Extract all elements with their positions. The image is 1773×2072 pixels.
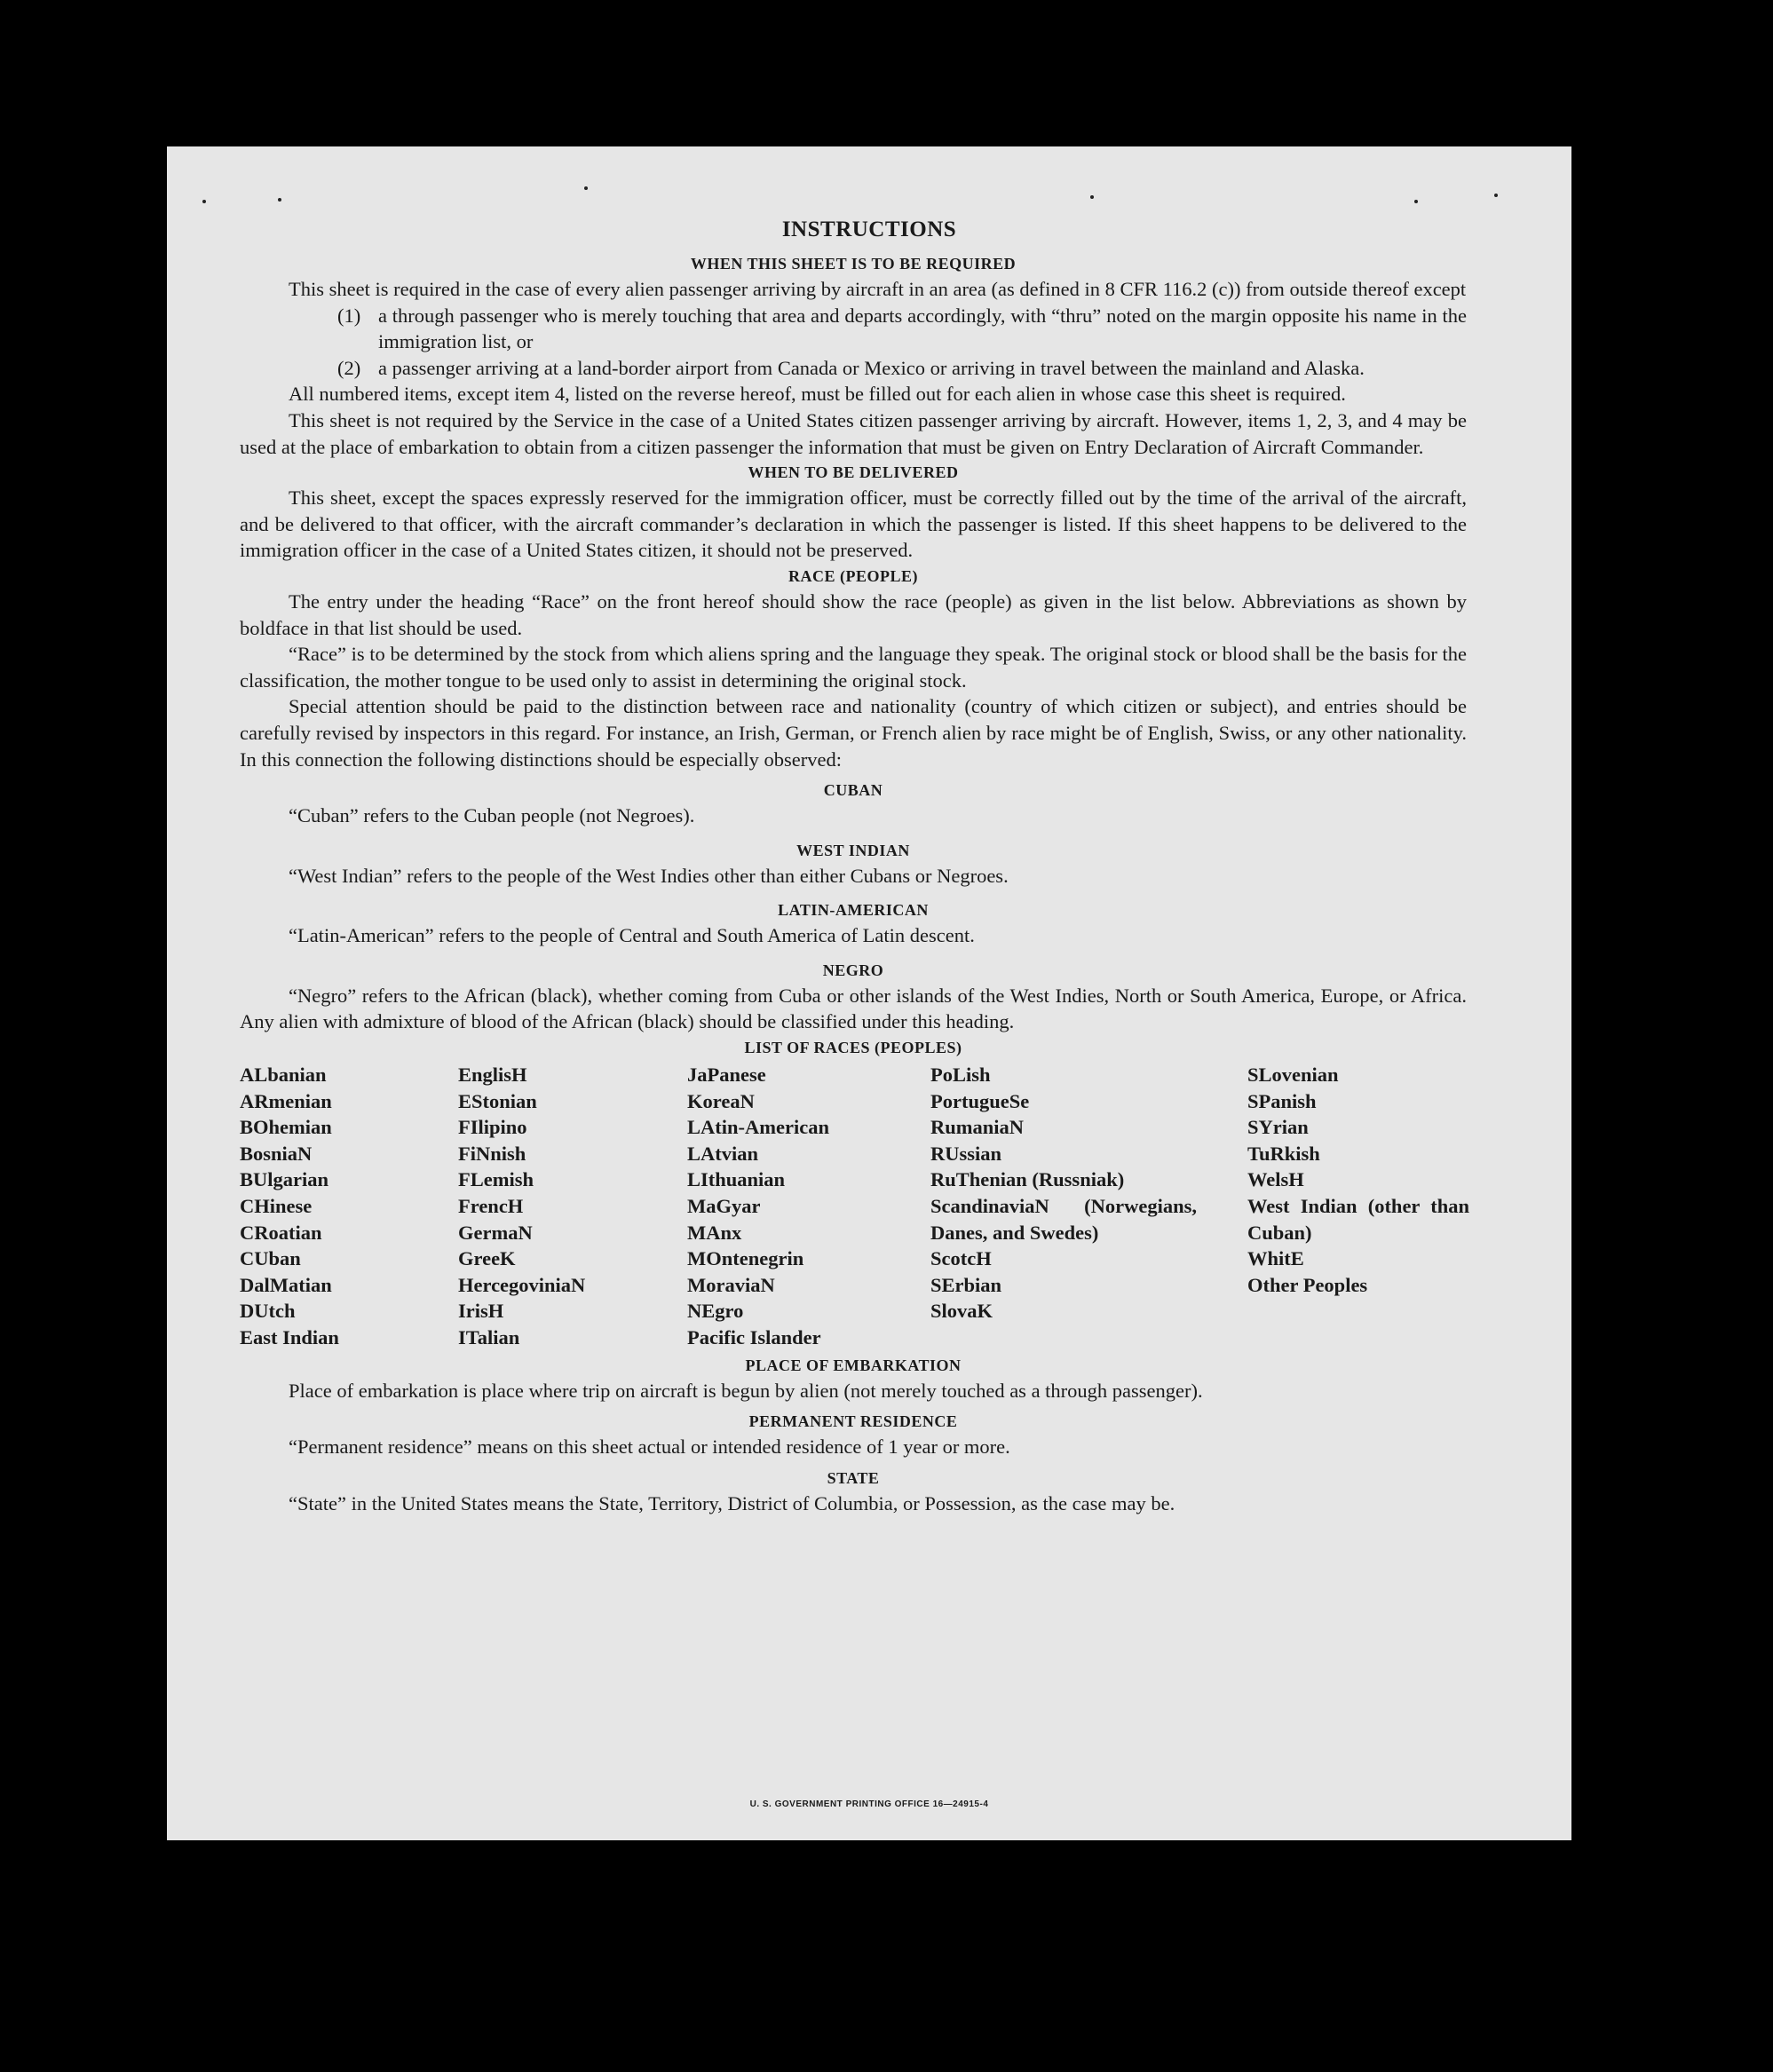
- paragraph: Place of embarkation is place where trip on aircraft is begun by alien (not merely touched as a through passenger).: [289, 1379, 1203, 1402]
- race-entry: DUtch: [240, 1300, 296, 1323]
- race-entry: RUssian: [930, 1142, 1002, 1165]
- race-entry: FiNnish: [458, 1142, 526, 1165]
- race-entry: MaGyar: [687, 1195, 761, 1218]
- paragraph: “Race” is to be determined by the stock from which aliens spring and the language they speak. The original stock or blood shall be the basis for the classification, the mother tongue to be used only to assist in determining the original stock.: [240, 643, 1467, 692]
- race-entry: NEgro: [687, 1300, 744, 1323]
- race-entry: DalMatian: [240, 1273, 332, 1296]
- printer-imprint: U. S. GOVERNMENT PRINTING OFFICE 16—24915-4: [749, 1799, 989, 1809]
- paragraph: “Cuban” refers to the Cuban people (not Negroes).: [289, 804, 695, 827]
- speck: [584, 186, 588, 190]
- race-entry: ALbanian: [240, 1064, 327, 1087]
- race-entry: SLovenian: [1247, 1064, 1339, 1087]
- race-entry: MoraviaN: [687, 1273, 775, 1296]
- race-entry: SPanish: [1247, 1089, 1317, 1112]
- page-title: INSTRUCTIONS: [781, 217, 957, 241]
- item-number: (2): [337, 356, 361, 379]
- race-entry: EnglisH: [458, 1064, 527, 1087]
- section-heading: WEST INDIAN: [796, 841, 910, 859]
- race-entry: MOntenegrin: [687, 1247, 804, 1270]
- race-entry: PortugueSe: [930, 1089, 1030, 1112]
- section-heading: WHEN THIS SHEET IS TO BE REQUIRED: [690, 255, 1017, 273]
- race-entry: ARmenian: [240, 1089, 332, 1112]
- races-table: [240, 1062, 1467, 1351]
- race-entry: Pacific Islander: [687, 1326, 821, 1348]
- race-entry: KoreaN: [687, 1089, 755, 1112]
- race-entry: PoLish: [930, 1064, 991, 1087]
- race-entry: SYrian: [1247, 1116, 1309, 1139]
- race-entry: BUlgarian: [240, 1168, 329, 1191]
- item-number: (1): [337, 304, 361, 327]
- race-entry: GreeK: [458, 1247, 516, 1270]
- race-entry: WhitE: [1247, 1247, 1304, 1270]
- paragraph: “Latin-American” refers to the people of Central and South America of Latin descent.: [289, 924, 975, 947]
- speck: [1414, 200, 1418, 203]
- paragraph: “Permanent residence” means on this sheet actual or intended residence of 1 year or more.: [289, 1435, 1010, 1459]
- speck: [1494, 194, 1498, 197]
- races-column: [458, 1062, 687, 1351]
- paragraph: “Negro” refers to the African (black), whether coming from Cuba or other islands of the West Indies, North or South America, Europe, or Africa. Any alien with admixture of blood of the African (black) should be classified under this heading.: [240, 984, 1467, 1033]
- section-heading: CUBAN: [823, 781, 883, 800]
- list-item: [240, 303, 1467, 355]
- race-entry: Other Peoples: [1247, 1273, 1368, 1296]
- race-entry: ScotcH: [930, 1247, 992, 1270]
- race-entry: West Indian (other than Cuban): [1247, 1195, 1469, 1244]
- race-entry: BosniaN: [240, 1142, 313, 1165]
- section-heading: STATE: [827, 1468, 880, 1487]
- instructions-body: [240, 251, 1467, 1516]
- section-heading: PLACE OF EMBARKATION: [745, 1356, 962, 1374]
- section-heading: RACE (PEOPLE): [788, 566, 918, 585]
- race-entry: CRoatian: [240, 1221, 322, 1244]
- race-entry: RumaniaN: [930, 1116, 1025, 1139]
- race-entry: WelsH: [1247, 1168, 1304, 1191]
- race-entry: SlovaK: [930, 1300, 993, 1323]
- race-entry: JaPanese: [687, 1064, 766, 1087]
- section-heading: WHEN TO BE DELIVERED: [748, 463, 959, 482]
- race-entry: GermaN: [458, 1221, 533, 1244]
- paragraph: This sheet is required in the case of every alien passenger arriving by aircraft in an area (as defined in 8 CFR 116.2 (c)) from outside thereof except: [289, 278, 1467, 300]
- races-column: [240, 1062, 458, 1351]
- race-entry: CUban: [240, 1247, 301, 1270]
- races-column: [687, 1062, 930, 1351]
- race-entry: LAtvian: [687, 1142, 759, 1165]
- race-entry: CHinese: [240, 1195, 313, 1218]
- races-column: [930, 1062, 1247, 1351]
- paragraph: All numbered items, except item 4, listed on the reverse hereof, must be filled out for each alien in whose case this sheet is required.: [289, 383, 1346, 406]
- race-entry: IrisH: [458, 1300, 504, 1323]
- paragraph: “State” in the United States means the State, Territory, District of Columbia, or Possession, as the case may be.: [289, 1491, 1175, 1514]
- race-entry: TuRkish: [1247, 1142, 1320, 1165]
- race-entry: FIlipino: [458, 1116, 527, 1139]
- paragraph: “West Indian” refers to the people of the West Indies other than either Cubans or Negroes.: [289, 864, 1009, 887]
- race-entry: RuThenian (Russniak): [930, 1168, 1125, 1191]
- race-entry: EStonian: [458, 1089, 537, 1112]
- race-entry: SErbian: [930, 1273, 1002, 1296]
- list-item: [240, 355, 1467, 382]
- race-entry: LIthuanian: [687, 1168, 786, 1191]
- section-heading: NEGRO: [822, 961, 884, 979]
- race-entry: FrencH: [458, 1195, 524, 1218]
- race-entry: BOhemian: [240, 1116, 332, 1139]
- race-entry: MAnx: [687, 1221, 742, 1244]
- section-heading: LIST OF RACES (PEOPLES): [744, 1039, 962, 1057]
- item-text: a passenger arriving at a land-border airport from Canada or Mexico or arriving in travel between the mainland and Alaska.: [378, 356, 1365, 379]
- race-entry: LAtin-American: [687, 1116, 829, 1139]
- race-entry: East Indian: [240, 1326, 339, 1348]
- section-heading: PERMANENT RESIDENCE: [748, 1412, 958, 1431]
- race-entry: ITalian: [458, 1326, 520, 1348]
- paragraph: The entry under the heading “Race” on the front hereof should show the race (people) as given in the list below. Abbreviations as shown by boldface in that list should be used.: [240, 589, 1467, 639]
- paragraph: Special attention should be paid to the distinction between race and nationality (country of which citizen or subject), and entries should be carefully revised by inspectors in this regard. For instance, an Irish, German, or French alien by race might be of English, Swiss, or any other nationality. In this connection the following distinctions should be especially observed:: [240, 695, 1467, 771]
- race-entry: FLemish: [458, 1168, 534, 1191]
- speck: [202, 200, 206, 203]
- races-column: [1247, 1062, 1469, 1351]
- document-sheet: [167, 146, 1571, 1840]
- race-entry: HercegoviniaN: [458, 1273, 586, 1296]
- item-text: a through passenger who is merely touching that area and departs accordingly, with “thru” noted on the margin opposite his name in the immigration list, or: [378, 304, 1467, 353]
- section-heading: LATIN-AMERICAN: [778, 901, 929, 920]
- paragraph: This sheet, except the spaces expressly reserved for the immigration officer, must be correctly filled out by the time of the arrival of the aircraft, and be delivered to that officer, with the aircraft commander’s declaration in which the passenger is listed. If this sheet happens to be delivered to the immigration officer in the case of a United States citizen, it should not be preserved.: [240, 486, 1467, 562]
- speck: [1090, 195, 1094, 199]
- paragraph: This sheet is not required by the Service in the case of a United States citizen passenger arriving by aircraft. However, items 1, 2, 3, and 4 may be used at the place of embarkation to obtain from a citizen passenger the information that must be given on Entry Declaration of Aircraft Commander.: [240, 408, 1467, 458]
- race-entry: ScandinaviaN (Norwegians, Danes, and Swedes): [930, 1195, 1197, 1244]
- speck: [278, 198, 281, 202]
